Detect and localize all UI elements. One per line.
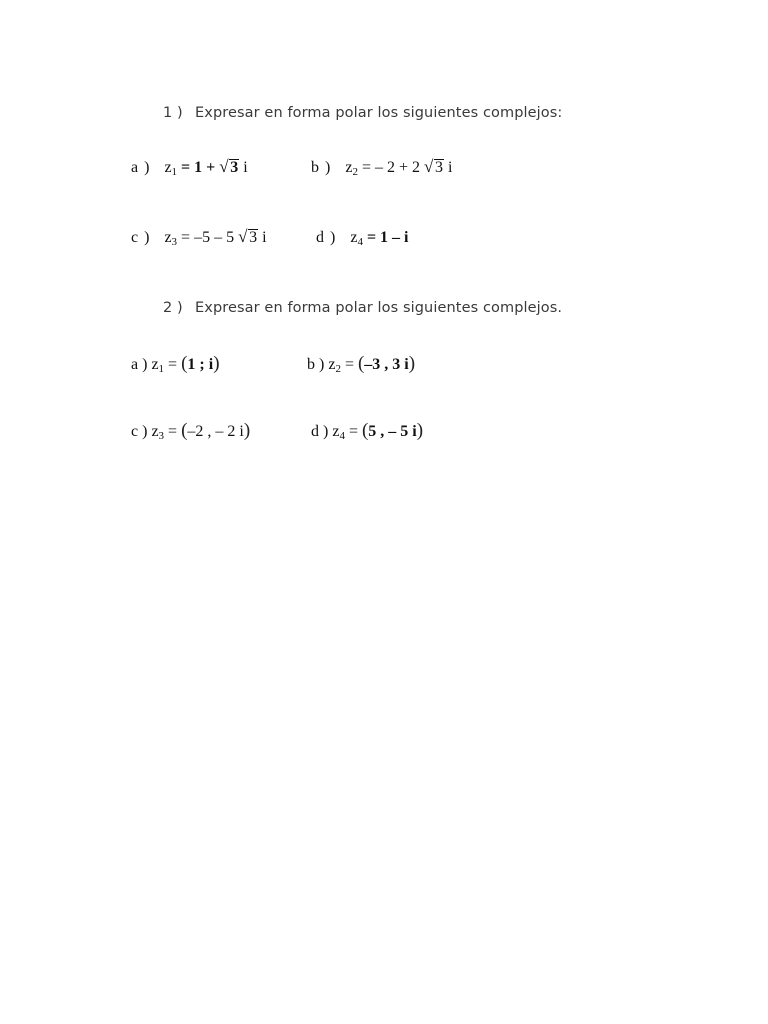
open-paren: (	[181, 353, 188, 374]
exercise-1b-expr: = – 2 + 2	[361, 159, 420, 176]
close-paren: )	[408, 353, 416, 374]
exercise-2b-var: z	[328, 356, 336, 373]
section-1-number: 1 )	[163, 105, 183, 121]
exercise-2c	[131, 420, 250, 442]
exercise-2a-label: a )	[131, 356, 148, 373]
exercise-1a	[131, 159, 248, 177]
exercise-1c-tail: i	[262, 229, 267, 246]
exercise-1b-radicand: 3	[434, 159, 443, 176]
exercise-1d-label: d )	[316, 229, 337, 246]
exercise-2d-label: d )	[311, 423, 329, 440]
exercise-1c-sub: 3	[171, 236, 178, 248]
exercise-1d-sub: 4	[357, 236, 363, 248]
section-1-heading	[163, 105, 562, 121]
close-paren: )	[243, 420, 251, 441]
exercise-1a-tail: i	[243, 159, 248, 176]
exercise-2c-eq: =	[168, 423, 178, 440]
exercise-1a-radicand: 3	[230, 159, 239, 176]
exercise-2d-sub: 4	[339, 430, 345, 442]
exercise-1b-tail: i	[447, 159, 453, 176]
exercise-1c	[131, 229, 267, 247]
exercise-1c-expr: = –5 – 5	[181, 229, 235, 246]
exercise-1b-sub: 2	[352, 166, 358, 178]
exercise-1a-var: z	[164, 159, 172, 176]
exercise-1a-expr: = 1 +	[181, 159, 216, 176]
sqrt-symbol	[220, 159, 239, 177]
exercise-1b-var: z	[345, 159, 353, 176]
section-1-title: Expresar en forma polar los siguientes complejos:	[195, 105, 563, 121]
exercise-2d-var: z	[332, 423, 340, 440]
exercise-2d-content: 5 , – 5 i	[368, 423, 417, 440]
exercise-2a	[131, 353, 220, 375]
exercise-1a-sub: 1	[171, 166, 178, 178]
exercise-2a-eq: =	[168, 356, 178, 373]
close-paren: )	[416, 420, 424, 441]
exercise-2d-eq: =	[348, 423, 358, 440]
exercise-2c-label: c )	[131, 423, 148, 440]
open-paren: (	[361, 420, 369, 441]
open-paren: (	[357, 353, 365, 374]
exercise-2c-var: z	[151, 423, 159, 440]
exercise-1b	[311, 159, 452, 177]
exercise-2b-content: –3 , 3 i	[364, 356, 409, 373]
exercise-2b-label: b )	[307, 356, 325, 373]
exercise-2c-content: –2 , – 2 i	[187, 423, 244, 440]
close-paren: )	[213, 353, 220, 374]
exercise-2d	[311, 420, 423, 442]
exercise-1d-expr: = 1 – i	[366, 229, 409, 246]
exercise-1c-label: c )	[131, 229, 151, 246]
exercise-2a-var: z	[151, 356, 159, 373]
exercise-1c-radicand: 3	[249, 229, 258, 246]
exercise-1d	[316, 229, 409, 247]
exercise-2b	[307, 353, 415, 375]
section-2-heading	[163, 300, 562, 316]
exercise-1a-label: a )	[131, 159, 151, 176]
section-2-title: Expresar en forma polar los siguientes complejos.	[195, 300, 563, 316]
section-2-number: 2 )	[163, 300, 183, 316]
exercise-2a-sub: 1	[158, 363, 165, 375]
exercise-1b-label: b )	[311, 159, 332, 176]
open-paren: (	[181, 420, 188, 441]
exercise-2b-eq: =	[344, 356, 354, 373]
exercise-1d-var: z	[350, 229, 358, 246]
exercise-1c-var: z	[164, 229, 172, 246]
exercise-2c-sub: 3	[158, 430, 165, 442]
exercise-2a-content: 1 ; i	[187, 356, 214, 373]
sqrt-symbol	[425, 159, 444, 177]
exercise-2b-sub: 2	[335, 363, 341, 375]
sqrt-symbol	[239, 229, 258, 247]
